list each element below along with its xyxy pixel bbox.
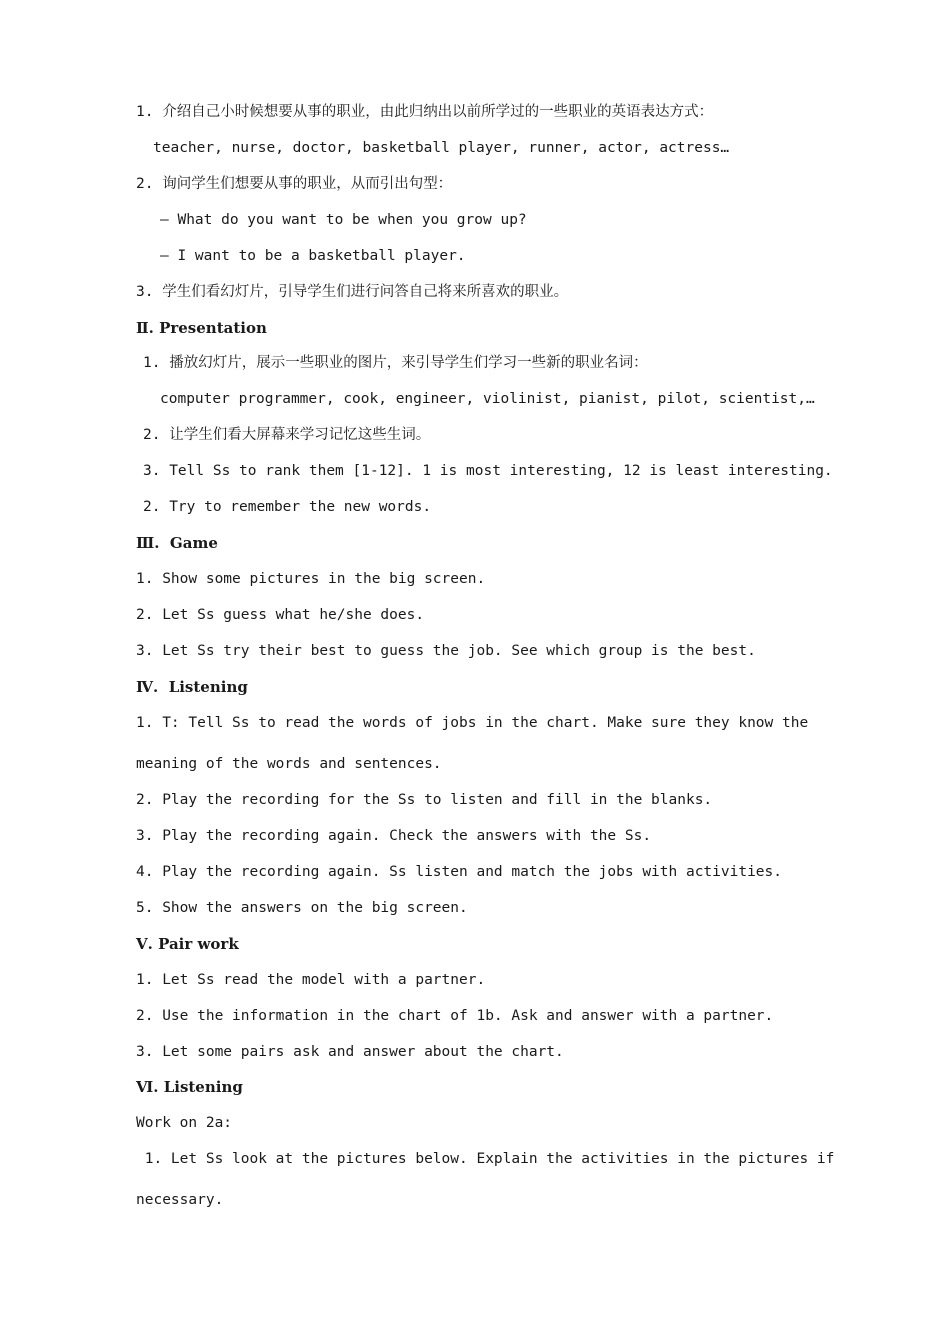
presentation-item-1-words: computer programmer, cook, engineer, violinist, pianist, pilot, scientist,…: [160, 391, 815, 407]
intro-item-2: 2. 询问学生们想要从事的职业，从而引出句型：: [136, 176, 453, 192]
game-heading: Ⅲ. Game: [136, 534, 218, 552]
dialog-question: — What do you want to be when you grow up?: [160, 212, 527, 228]
intro-item-1-words: teacher, nurse, doctor, basketball player, runner, actor, actress…: [153, 140, 730, 156]
game-item-2: 2. Let Ss guess what he/she does.: [136, 607, 425, 623]
pairwork-heading: Ⅴ. Pair work: [136, 935, 239, 953]
dialog-answer: — I want to be a basketball player.: [160, 248, 466, 264]
presentation-item-4: 2. Try to remember the new words.: [143, 499, 432, 515]
listening2-item-1a: 1. Let Ss look at the pictures below. Explain the activities in the pictures if: [136, 1151, 835, 1167]
intro-item-3: 3. 学生们看幻灯片，引导学生们进行问答自己将来所喜欢的职业。: [136, 284, 569, 300]
listening-item-5: 5. Show the answers on the big screen.: [136, 900, 468, 916]
presentation-item-2: 2. 让学生们看大屏幕来学习记忆这些生词。: [143, 427, 431, 443]
pairwork-item-3: 3. Let some pairs ask and answer about the chart.: [136, 1044, 564, 1060]
presentation-heading: Ⅱ. Presentation: [136, 319, 267, 337]
listening-item-2: 2. Play the recording for the Ss to listen and fill in the blanks.: [136, 792, 713, 808]
game-item-3: 3. Let Ss try their best to guess the job. See which group is the best.: [136, 643, 756, 659]
listening-heading: Ⅳ. Listening: [136, 678, 248, 696]
pairwork-item-1: 1. Let Ss read the model with a partner.: [136, 972, 486, 988]
intro-item-1: 1. 介绍自己小时候想要从事的职业，由此归纳出以前所学过的一些职业的英语表达方式：: [136, 104, 714, 120]
listening-item-3: 3. Play the recording again. Check the answers with the Ss.: [136, 828, 652, 844]
listening2-item-1b: necessary.: [136, 1192, 224, 1208]
listening-item-4: 4. Play the recording again. Ss listen and match the jobs with activities.: [136, 864, 783, 880]
presentation-item-1: 1. 播放幻灯片，展示一些职业的图片，来引导学生们学习一些新的职业名词：: [143, 355, 648, 371]
pairwork-item-2: 2. Use the information in the chart of 1b. Ask and answer with a partner.: [136, 1008, 774, 1024]
listening2-heading: Ⅵ. Listening: [136, 1078, 243, 1096]
work-on-label: Work on 2a:: [136, 1115, 233, 1131]
game-item-1: 1. Show some pictures in the big screen.: [136, 571, 486, 587]
listening-item-1a: 1. T: Tell Ss to read the words of jobs in the chart. Make sure they know the: [136, 715, 809, 731]
presentation-item-3: 3. Tell Ss to rank them [1-12]. 1 is most interesting, 12 is least interesting.: [143, 463, 833, 479]
listening-item-1b: meaning of the words and sentences.: [136, 756, 442, 772]
